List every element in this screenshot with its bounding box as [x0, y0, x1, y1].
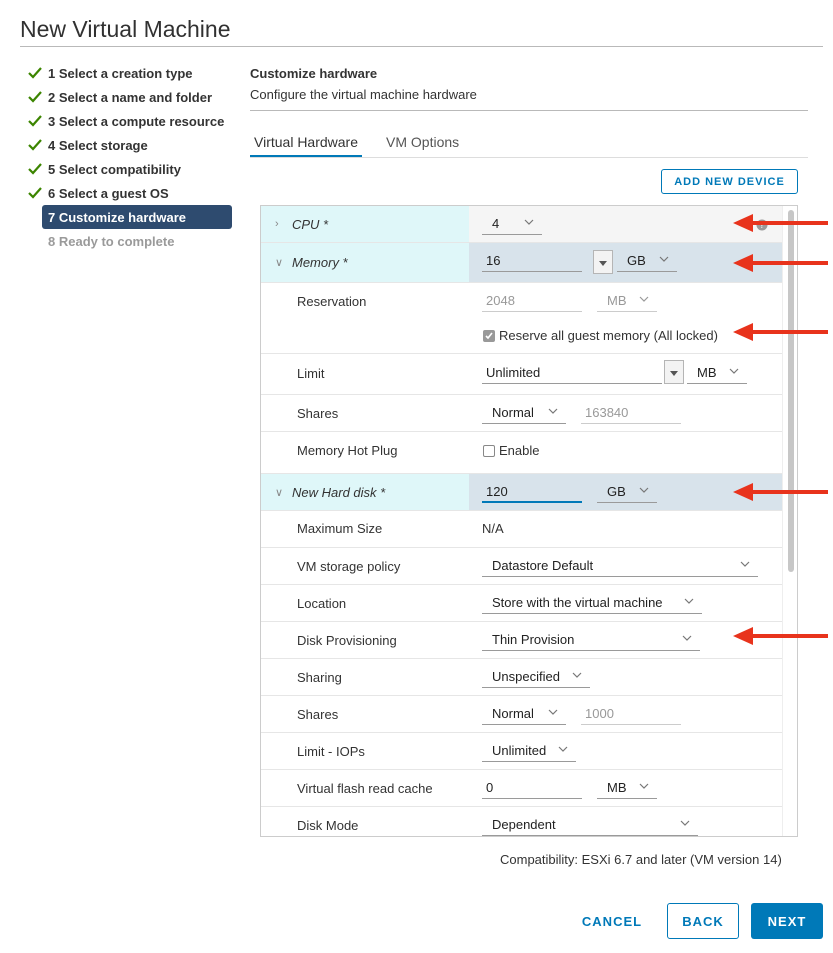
memory-input[interactable]: 16	[482, 250, 582, 272]
memory-shares-input[interactable]: 163840	[581, 402, 681, 424]
annotation-arrow-icon	[733, 322, 828, 342]
hard-disk-unit-select[interactable]: GB	[597, 481, 657, 503]
step-8	[26, 229, 232, 253]
memory-shares-label: Shares	[297, 406, 339, 421]
storage-policy-row	[261, 548, 782, 585]
chevron-right-icon[interactable]: ›	[275, 218, 279, 230]
chevron-down-icon	[680, 818, 690, 828]
disk-shares-row	[261, 696, 782, 733]
location-select[interactable]: Store with the virtual machine	[482, 592, 702, 614]
check-icon	[26, 184, 44, 202]
memory-shares-row	[261, 395, 782, 432]
limit-row	[261, 354, 782, 395]
chevron-down-icon	[548, 406, 558, 416]
chevron-down-icon	[572, 670, 582, 680]
disk-mode-row	[261, 807, 782, 837]
reserve-all-checkbox[interactable]	[483, 330, 495, 342]
memory-row[interactable]	[261, 243, 782, 283]
svg-text:?: ?	[759, 221, 765, 230]
flash-cache-label: Virtual flash read cache	[297, 781, 433, 796]
back-button[interactable]: BACK	[667, 903, 739, 939]
step-label: 5 Select compatibility	[48, 161, 181, 177]
reservation-unit-select[interactable]: MB	[597, 290, 657, 312]
memory-dropdown-button[interactable]	[593, 250, 613, 274]
check-icon	[26, 88, 44, 106]
step-label: 7 Customize hardware	[48, 209, 186, 225]
hard-disk-size-input[interactable]: 120	[482, 481, 582, 503]
chevron-down-icon	[740, 559, 750, 569]
flash-cache-row	[261, 770, 782, 807]
reservation-row	[261, 283, 782, 354]
provisioning-row	[261, 622, 782, 659]
check-icon	[26, 136, 44, 154]
cpu-row[interactable]	[261, 206, 782, 243]
disk-shares-label: Shares	[297, 707, 339, 722]
hotplug-row	[261, 432, 782, 474]
step-3[interactable]	[26, 109, 232, 133]
memory-label: Memory *	[292, 255, 348, 270]
flash-cache-input[interactable]: 0	[482, 777, 582, 799]
section-subheading: Configure the virtual machine hardware	[250, 87, 477, 102]
chevron-down-icon[interactable]: ∨	[275, 257, 284, 269]
chevron-down-icon	[639, 485, 649, 495]
chevron-down-icon	[639, 294, 649, 304]
check-icon	[484, 331, 494, 341]
chevron-down-icon	[729, 366, 739, 376]
step-6[interactable]	[26, 181, 232, 205]
reservation-input[interactable]: 2048	[482, 290, 582, 312]
step-1[interactable]	[26, 61, 232, 85]
tab-vm-options[interactable]: VM Options	[386, 134, 460, 150]
disk-mode-select[interactable]: Dependent	[482, 814, 698, 836]
chevron-down-icon	[524, 217, 534, 227]
hotplug-checkbox[interactable]	[483, 445, 495, 457]
reservation-label: Reservation	[297, 294, 367, 309]
limit-label: Limit	[297, 366, 325, 381]
title-divider	[20, 46, 823, 47]
annotation-arrow-icon	[733, 626, 828, 646]
sharing-select[interactable]: Unspecified	[482, 666, 590, 688]
step-2[interactable]	[26, 85, 232, 109]
step-label: 2 Select a name and folder	[48, 89, 213, 105]
limit-dropdown-button[interactable]	[664, 360, 684, 384]
provisioning-label: Disk Provisioning	[297, 633, 397, 648]
hotplug-option-label: Enable	[499, 443, 540, 458]
location-label: Location	[297, 596, 347, 611]
annotation-arrow-icon	[733, 253, 828, 273]
step-label: 3 Select a compute resource	[48, 113, 225, 129]
tab-bar	[250, 130, 483, 158]
section-heading: Customize hardware	[250, 66, 378, 81]
storage-policy-label: VM storage policy	[297, 559, 401, 574]
iops-row	[261, 733, 782, 770]
chevron-down-icon	[682, 633, 692, 643]
step-4[interactable]	[26, 133, 232, 157]
sharing-row	[261, 659, 782, 696]
wizard-steps	[26, 61, 232, 253]
check-icon	[26, 160, 44, 178]
tabs-divider	[250, 157, 808, 158]
step-label: 1 Select a creation type	[48, 65, 193, 81]
chevron-down-icon	[684, 596, 694, 606]
step-label: 6 Select a guest OS	[48, 185, 169, 201]
chevron-down-icon	[548, 707, 558, 717]
memory-shares-select[interactable]: Normal	[482, 402, 566, 424]
disk-shares-input[interactable]: 1000	[581, 703, 681, 725]
add-new-device-button[interactable]: ADD NEW DEVICE	[661, 169, 798, 194]
hard-disk-row[interactable]	[261, 474, 782, 511]
max-size-label: Maximum Size	[297, 521, 383, 536]
check-icon	[26, 64, 44, 82]
disk-mode-label: Disk Mode	[297, 818, 359, 833]
disk-shares-select[interactable]: Normal	[482, 703, 566, 725]
max-size-value: N/A	[482, 521, 504, 536]
flash-cache-unit-select[interactable]: MB	[597, 777, 657, 799]
step-label: 8 Ready to complete	[48, 233, 175, 249]
step-label: 4 Select storage	[48, 137, 148, 153]
chevron-down-icon	[558, 744, 568, 754]
cpu-select[interactable]: 4	[482, 213, 542, 235]
next-button[interactable]: NEXT	[751, 903, 823, 939]
hardware-scrollbar[interactable]	[782, 206, 798, 836]
iops-select[interactable]: Unlimited	[482, 740, 576, 762]
window-title: New Virtual Machine	[20, 16, 231, 42]
cpu-label: CPU *	[292, 217, 329, 232]
chevron-down-icon	[639, 781, 649, 791]
check-icon	[26, 112, 44, 130]
cancel-button[interactable]: CANCEL	[581, 913, 643, 929]
step-7[interactable]	[42, 205, 232, 229]
reserve-all-label: Reserve all guest memory (All locked)	[499, 328, 718, 343]
step-5[interactable]	[26, 157, 232, 181]
chevron-down-icon[interactable]: ∨	[275, 487, 284, 499]
header-divider	[250, 110, 808, 111]
sharing-label: Sharing	[297, 670, 342, 685]
annotation-arrow-icon	[733, 213, 828, 233]
hotplug-label: Memory Hot Plug	[297, 443, 398, 458]
tab-virtual-hardware[interactable]: Virtual Hardware	[250, 130, 362, 158]
limit-input[interactable]: Unlimited	[482, 362, 662, 384]
location-row	[261, 585, 782, 622]
chevron-down-icon	[659, 254, 669, 264]
hardware-list	[260, 205, 798, 837]
compatibility-text: Compatibility: ESXi 6.7 and later (VM version 14)	[500, 852, 782, 867]
provisioning-select[interactable]: Thin Provision	[482, 629, 700, 651]
iops-label: Limit - IOPs	[297, 744, 365, 759]
annotation-arrow-icon	[733, 482, 828, 502]
hard-disk-label: New Hard disk *	[292, 485, 386, 500]
storage-policy-select[interactable]: Datastore Default	[482, 555, 758, 577]
limit-unit-select[interactable]: MB	[687, 362, 747, 384]
memory-unit-select[interactable]: GB	[617, 250, 677, 272]
max-size-row	[261, 511, 782, 548]
